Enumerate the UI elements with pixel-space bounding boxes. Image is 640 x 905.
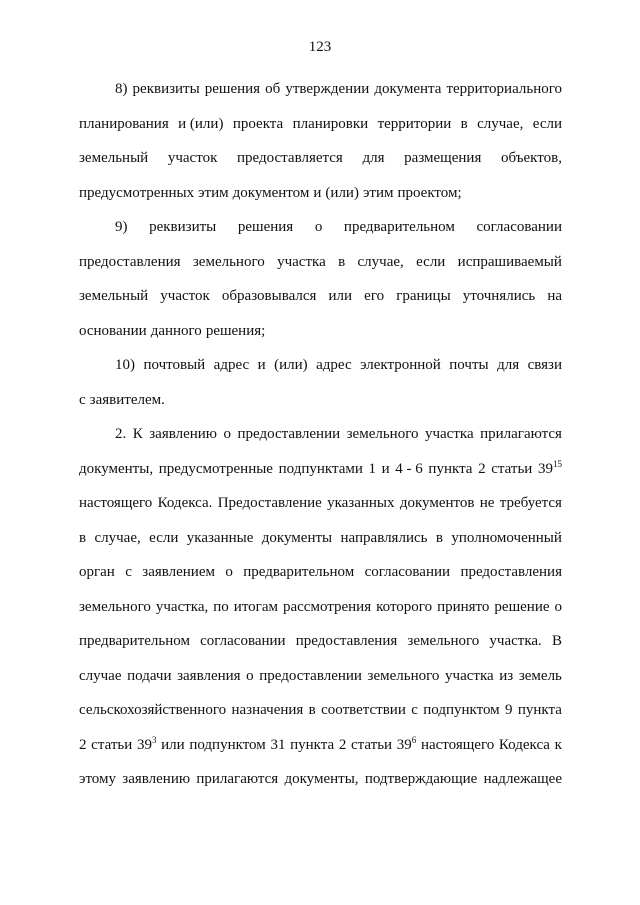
word: заявителем. [89, 391, 165, 408]
word: о [225, 564, 233, 580]
word: решения [204, 81, 261, 97]
text-line [79, 624, 562, 659]
word: в [435, 529, 443, 546]
word: подачи [127, 667, 172, 684]
word: земельного [346, 426, 419, 442]
superscript: 6 [411, 734, 417, 745]
word: предоставлении [237, 426, 341, 442]
word: с [125, 564, 132, 580]
word: подпунктом [189, 736, 266, 753]
text-line [79, 348, 562, 383]
word: $39^6$ [396, 734, 417, 753]
text-line [79, 314, 562, 349]
word: границы [396, 288, 451, 304]
word: образовывался [221, 288, 317, 304]
word: статьи [491, 460, 533, 477]
word: статьи [91, 736, 133, 753]
word: 2. [115, 426, 127, 442]
word: сельскохозяйственного [79, 702, 227, 718]
superscript: 15 [552, 458, 562, 469]
word: земельного [192, 253, 265, 270]
word: 9) [115, 219, 128, 235]
word: которого [376, 598, 433, 615]
word: заявлению [122, 771, 191, 787]
word: орган [79, 564, 115, 580]
text-line [79, 107, 562, 142]
text-line [79, 245, 562, 280]
word: участка, [155, 598, 209, 615]
word: 4 - 6 [395, 460, 423, 477]
word: если [416, 253, 446, 270]
word: соответствии [321, 702, 406, 718]
text-line [79, 210, 562, 245]
word: $39^3$ [136, 734, 157, 753]
word: с [411, 702, 418, 718]
word: и [381, 460, 390, 477]
word: 1 [368, 460, 377, 477]
word: проекта [232, 115, 284, 132]
word: решения [237, 219, 294, 235]
word: предварительном [79, 633, 190, 649]
word: проектом; [397, 184, 462, 201]
word: предварительном [343, 219, 455, 235]
word: заявления [177, 667, 241, 684]
word: о [554, 598, 562, 615]
word: рассмотрения [282, 598, 372, 615]
word: почтовый [143, 357, 206, 373]
word: об [265, 81, 281, 97]
word: участка [277, 253, 326, 270]
word: пункта [428, 460, 473, 477]
word: предоставления [295, 633, 398, 649]
text-line [79, 693, 562, 728]
word: Кодекса. [157, 495, 213, 511]
word: этим [198, 184, 229, 201]
word: назначения [231, 702, 304, 718]
text-line [79, 417, 562, 452]
word: предоставлении [259, 667, 362, 684]
word: надлежащее [483, 771, 562, 787]
word: или [328, 288, 353, 304]
word: планирования [79, 115, 169, 132]
word: согласовании [364, 564, 451, 580]
word: 2 [478, 460, 486, 477]
word: на [547, 288, 562, 304]
text-line [79, 728, 562, 763]
text-line [79, 176, 562, 211]
word: основании [79, 322, 147, 339]
word: направлялись [340, 529, 428, 546]
word: 31 [270, 736, 286, 753]
word: документы, [79, 460, 154, 477]
word: Кодекса [498, 736, 550, 753]
document-body [79, 72, 562, 797]
word: участок [167, 150, 218, 166]
word: участка [424, 426, 474, 442]
word: участка [445, 667, 494, 684]
word: подпунктами [278, 460, 363, 477]
word: заявлением [142, 564, 215, 580]
word: о [246, 667, 254, 684]
word: из [499, 667, 514, 684]
word: территориального [446, 81, 562, 97]
word: его [364, 288, 385, 304]
text-line [79, 555, 562, 590]
text-line [79, 452, 562, 487]
word: к [554, 736, 562, 753]
word: в [79, 529, 87, 546]
word: если [149, 529, 179, 546]
word: предусмотренных [79, 184, 195, 201]
word: согласовании [200, 633, 286, 649]
word: случае, [357, 253, 404, 270]
word: для [362, 150, 385, 166]
word: предоставления [460, 564, 562, 580]
word: К [132, 426, 143, 442]
word: 2 [338, 736, 347, 753]
word: этому [79, 771, 117, 787]
word: или [161, 736, 185, 753]
word: реквизиты [132, 81, 200, 97]
word: предварительном [243, 564, 355, 580]
word: подпунктом [423, 702, 500, 718]
word: принято [437, 598, 490, 615]
word: указанных [327, 495, 395, 511]
word: утверждении [285, 81, 370, 97]
word: (или) [274, 357, 308, 373]
word: 2 [79, 736, 87, 753]
word: документом [232, 184, 310, 201]
word: в [460, 115, 468, 132]
word: с [79, 391, 86, 408]
text-line [79, 383, 562, 418]
word: пункта [517, 702, 562, 718]
word: настоящего [79, 495, 153, 511]
text-line [79, 486, 562, 521]
word: в [308, 702, 316, 718]
word: в [338, 253, 346, 270]
word: земельный [79, 150, 149, 166]
word: решения; [205, 322, 266, 339]
word: настоящего [420, 736, 495, 753]
word: земель [518, 667, 562, 684]
word: 9 [505, 702, 513, 718]
word: итогам [233, 598, 278, 615]
word: участка. [489, 633, 542, 649]
word: данного [150, 322, 202, 339]
word: случае, [477, 115, 524, 132]
word: документов [399, 495, 475, 511]
page-number: 123 [308, 39, 332, 55]
word: земельного [407, 633, 480, 649]
word: адрес [213, 357, 250, 373]
word: этим [362, 184, 394, 201]
word: $39^{15}$ [537, 458, 562, 477]
word: предусмотренные [158, 460, 273, 477]
word: если [532, 115, 562, 132]
word: решение [494, 598, 550, 615]
word: уточнялись [462, 288, 536, 304]
word: подтверждающие [364, 771, 478, 787]
word: 10) [115, 357, 135, 373]
text-line [79, 659, 562, 694]
word: для [497, 357, 520, 373]
word: объектов, [501, 150, 562, 166]
text-line [79, 72, 562, 107]
word: документа [374, 81, 442, 97]
word: предоставляется [237, 150, 343, 166]
word: требуется [499, 495, 562, 511]
word: испрашиваемый [457, 253, 562, 270]
word: по [213, 598, 229, 615]
word: адрес [316, 357, 352, 373]
text-line [79, 590, 562, 625]
word: о [314, 219, 323, 235]
word: уполномоченный [451, 529, 562, 546]
word: и [257, 357, 266, 373]
word: заявлению [149, 426, 218, 442]
word: реквизиты [149, 219, 217, 235]
word: не [479, 495, 495, 511]
word: земельный [79, 288, 149, 304]
text-line [79, 141, 562, 176]
word: электронной [360, 357, 441, 373]
text-line [79, 762, 562, 797]
word: и [313, 184, 322, 201]
word: прилагаются [480, 426, 562, 442]
word: случае [79, 667, 122, 684]
word: участок [160, 288, 210, 304]
word: земельного [79, 598, 151, 615]
word: планировки [292, 115, 369, 132]
word: размещения [404, 150, 482, 166]
word: прилагаются [196, 771, 279, 787]
word: и (или) [178, 115, 224, 132]
word: пункта [290, 736, 335, 753]
word: В [551, 633, 562, 649]
word: о [223, 426, 231, 442]
word: документы, [284, 771, 359, 787]
word: Предоставление [217, 495, 322, 511]
text-line [79, 279, 562, 314]
word: указанные [186, 529, 254, 546]
superscript: 3 [151, 734, 157, 745]
word: документы [261, 529, 333, 546]
word: предоставления [79, 253, 181, 270]
word: почты [449, 357, 489, 373]
word: случае, [94, 529, 141, 546]
word: (или) [325, 184, 359, 201]
text-line [79, 521, 562, 556]
word: земельного [367, 667, 440, 684]
word: 8) [115, 81, 128, 97]
word: согласовании [476, 219, 562, 235]
word: связи [527, 357, 562, 373]
word: статьи [351, 736, 393, 753]
word: территории [377, 115, 452, 132]
